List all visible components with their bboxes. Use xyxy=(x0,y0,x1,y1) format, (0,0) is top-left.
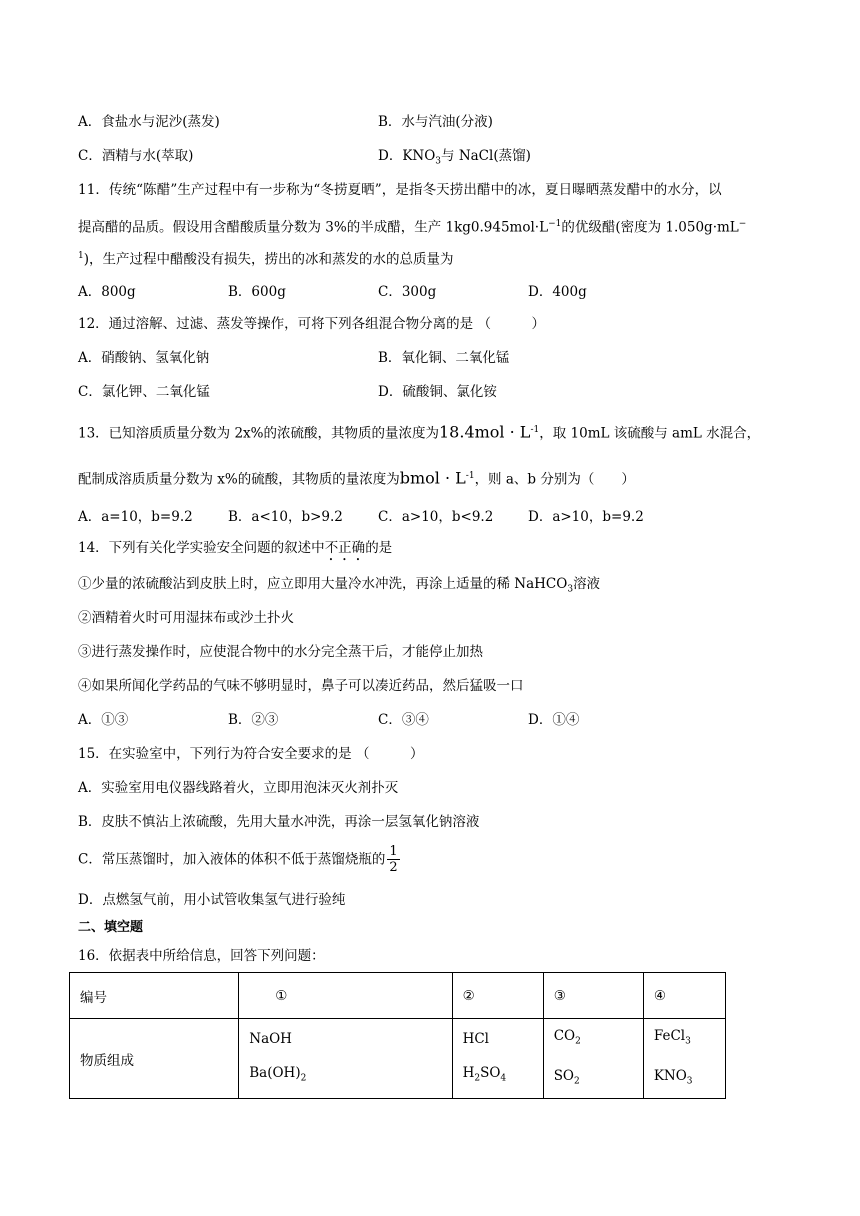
q14-stem: 14．下列有关化学实验安全问题的叙述中不正确的是 xyxy=(78,540,393,556)
table-header-cell: ② xyxy=(452,973,543,1019)
q14-option-d: D．①④ xyxy=(528,712,580,728)
q11-stem-line1: 11．传统“陈醋”生产过程中有一步称为“冬捞夏晒”，是指冬天捞出醋中的冰，夏日曝晒蒸发醋中的水分，以 xyxy=(78,182,722,198)
q14-statement-2: ②酒精着火时可用湿抹布或沙土扑火 xyxy=(78,610,294,626)
q14-statement-3: ③进行蒸发操作时，应使混合物中的水分完全蒸干后，才能停止加热 xyxy=(78,644,483,660)
q13-option-c: C．a>10，b<9.2 xyxy=(378,509,494,525)
q14-statement-4: ④如果所闻化学药品的气味不够明显时，鼻子可以凑近药品，然后猛吸一口 xyxy=(78,678,524,694)
table-row-label: 物质组成 xyxy=(70,1019,239,1099)
table-header-cell: 编号 xyxy=(70,973,239,1019)
q15-option-a: A．实验室用电仪器线路着火，立即用泡沫灭火剂扑灭 xyxy=(78,780,399,796)
q16-stem: 16．依据表中所给信息，回答下列问题： xyxy=(78,948,325,964)
q13-option-b: B．a<10，b>9.2 xyxy=(228,509,343,525)
q11-stem-line2: 提高醋的品质。假设用含醋酸质量分数为 3%的半成醋，生产 $1kg0.945mol\cdot L^{-1}$的优级醋(密度为 1.050g·mL− xyxy=(78,219,747,236)
q14-option-b: B．②③ xyxy=(228,712,279,728)
table-cell-group-1: NaOH $Ba(OH)_2$ xyxy=(239,1019,452,1099)
section-heading: 二、填空题 xyxy=(78,920,144,935)
table-header-cell: ④ xyxy=(643,973,725,1019)
q13-option-a: A．a=10，b=9.2 xyxy=(78,509,193,525)
table-cell-group-2: HCl $H_2SO_4$ xyxy=(452,1019,543,1099)
q15-option-b: B．皮肤不慎沾上浓硫酸，先用大量水冲洗，再涂一层氢氧化钠溶液 xyxy=(78,814,480,830)
q11-stem-line3: $^1$)，生产过程中醋酸没有损失，捞出的冰和蒸发的水的总质量为 xyxy=(78,251,454,268)
q10-option-d: D．$KNO_3$与 NaCl(蒸馏) xyxy=(378,148,531,167)
q14-option-a: A．①③ xyxy=(78,712,129,728)
q13-stem-line2: 配制成溶质质量分数为 x%的硫酸，其物质的量浓度为bmol · $L^{-1}$，则 a、b 分别为（ ） xyxy=(78,468,635,488)
q12-option-d: D．硫酸铜、氯化铵 xyxy=(378,384,497,400)
table-cell-group-4: FeCl$_3$ $KNO_3$ xyxy=(643,1019,725,1099)
q12-option-a: A．硝酸钠、氢氧化钠 xyxy=(78,350,210,366)
q11-option-d: D．400g xyxy=(528,284,587,300)
q12-option-c: C．氯化钾、二氧化锰 xyxy=(78,384,210,400)
q15-option-d: D．点燃氢气前，用小试管收集氢气进行验纯 xyxy=(78,892,346,908)
q15-option-c: C．常压蒸馏时，加入液体的体积不低于蒸馏烧瓶的 $\frac{1}{2}$ xyxy=(78,844,398,875)
q10-option-c: C．酒精与水(萃取) xyxy=(78,148,194,164)
fraction-one-half: $\frac{1}{2}$ xyxy=(389,844,398,875)
table-header-row xyxy=(70,973,726,1019)
table-header-cell: ③ xyxy=(543,973,643,1019)
q14-statement-1: ①少量的浓硫酸沾到皮肤上时，应立即用大量冷水冲洗，再涂上适量的稀 NaHCO$_3$溶液 xyxy=(78,576,601,595)
table-header-cell: ① xyxy=(239,973,452,1019)
q10-option-a: A．食盐水与泥沙(蒸发) xyxy=(78,114,220,130)
q10-option-b: B．水与汽油(分液) xyxy=(378,114,493,130)
q11-option-a: A．800g xyxy=(78,284,136,300)
q13-option-d: D．a>10，b=9.2 xyxy=(528,509,644,525)
q15-stem: 15．在实验室中，下列行为符合安全要求的是 （ ） xyxy=(78,746,424,762)
table-cell-group-3: $CO_2$ $SO_2$ xyxy=(543,1019,643,1099)
q12-option-b: B．氧化铜、二氧化锰 xyxy=(378,350,510,366)
q11-option-c: C．300g xyxy=(378,284,437,300)
q14-option-c: C．③④ xyxy=(378,712,429,728)
substance-table xyxy=(69,972,726,1099)
q12-stem: 12．通过溶解、过滤、蒸发等操作，可将下列各组混合物分离的是 （ ） xyxy=(78,316,545,332)
q13-stem-line1: 13．已知溶质质量分数为 2x%的浓硫酸，其物质的量浓度为$18.4mol \cdot L^{-1}$，取 10mL 该硫酸与 amL 水混合， xyxy=(78,422,761,442)
q11-option-b: B．600g xyxy=(228,284,286,300)
table-row xyxy=(70,1019,726,1099)
